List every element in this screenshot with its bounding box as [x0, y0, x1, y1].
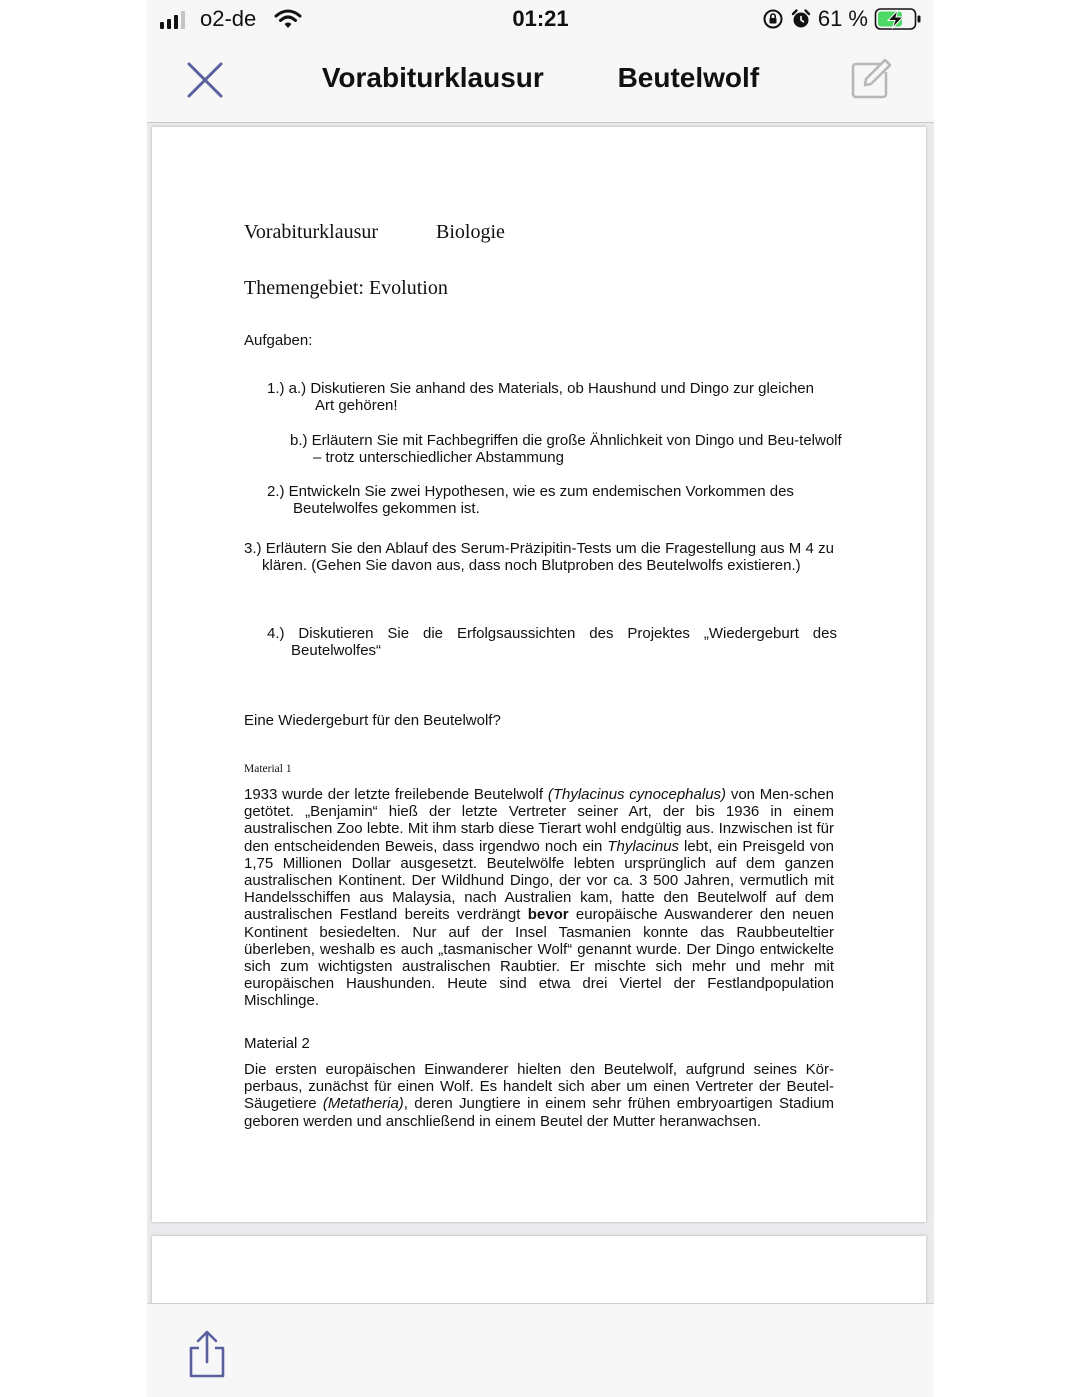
task-3: 3.) Erläutern Sie den Ablauf des Serum-Präzipitin-Tests um die Fragestellung aus M 4 zu klären. (Gehen Sie davon aus, dass noch Blutproben des Beutelwolfs existieren.): [244, 540, 834, 575]
status-bar: [147, 0, 934, 40]
section-title: Eine Wiedergeburt für den Beutelwolf?: [244, 712, 501, 729]
status-time: 01:21: [512, 6, 569, 31]
tasks-heading: Aufgaben:: [244, 332, 313, 349]
header-exam: Vorabiturklausur: [244, 221, 379, 243]
material-1-text: 1933 wurde der letzte freilebende Beutelwolf (Thylacinus cynocephalus) von Men-schen getötet. „Benjamin“ hieß der letzte Vertreter seiner Art, der bis 1936 in einem australischen Zoo lebte. Mit ihm starb diese Tierart wohl endgültig aus. Inzwischen ist für den entscheidenden Beweis, dass irgendwo noch ein Thylacinus lebt, ein Preisgeld von 1,75 Millionen Dollar ausgesetzt. Beutelwölfe lebten ursprünglich auf dem ganzen australischen Kontinent. Der Wildhund Dingo, der vor ca. 3 500 Jahren, vermutlich mit Handelsschiffen aus Malaysia, nach Australien kam, hatte den Beutelwolf auf dem australischen Festland bereits verdrängt bevor europäische Auswanderer den neuen Kontinent besiedelten. Nur auf der Insel Tasmanien konnte das Raubbeuteltier überleben, weshalb es auch „tasmanischer Wolf“ genannt wurde. Der Dingo entwickelte sich zum wichtigsten australischen Raubtier. Er mischte sich mehr und mehr mit europäischen Haushunden. Heute sind etwa drei Viertel der Festlandpopulation Mischlinge.: [244, 786, 834, 1010]
task-2: 2.) Entwickeln Sie zwei Hypothesen, wie es zum endemischen Vorkommen des Beutelwolfes gekommen ist.: [267, 483, 794, 518]
battery-percent: 61 %: [817, 6, 868, 31]
status-right-group: [762, 6, 922, 32]
battery-charging-icon: [874, 7, 922, 31]
header-subject: Biologie: [436, 221, 505, 243]
phone-screen: [147, 0, 934, 1397]
task-4: 4.) Diskutieren Sie die Erfolgsaussichten des Projektes „Wiedergeburt des Beutelwolfes“: [267, 625, 837, 660]
carrier-label: o2-de: [200, 6, 257, 31]
task-1b: b.) Erläutern Sie mit Fachbegriffen die große Ähnlichkeit von Dingo und Beu-telwolf – trotz unterschiedlicher Abstammung: [290, 432, 842, 467]
alarm-icon: [790, 8, 812, 30]
material-1-label: Material 1: [244, 763, 292, 775]
material-2-label: Material 2: [244, 1035, 310, 1052]
bottom-toolbar: [147, 1303, 934, 1397]
navigation-bar: [147, 40, 934, 123]
topic-line: Themengebiet: Evolution: [244, 277, 448, 299]
share-icon[interactable]: [185, 1330, 229, 1380]
material-2-text: Die ersten europäischen Einwanderer hielten den Beutelwolf, aufgrund seines Kör-perbaus, zunächst für einen Wolf. Es handelt sich aber um einen Vertreter der Beutel-Säugetiere (Metatheria), deren Jungtiere in einem sehr frühen embryoartigen Stadium geboren werden und anschließend in einem Beutel der Mutter heranwachsen.: [244, 1061, 834, 1130]
document-page: [152, 127, 926, 1222]
task-1a: 1.) a.) Diskutieren Sie anhand des Materials, ob Haushund und Dingo zur gleichen Art gehören!: [267, 380, 814, 415]
document-viewer[interactable]: [147, 123, 934, 1303]
document-title: Vorabiturklausur Beutelwolf: [321, 62, 760, 93]
edit-icon[interactable]: [850, 58, 892, 100]
orientation-lock-icon: [762, 8, 784, 30]
